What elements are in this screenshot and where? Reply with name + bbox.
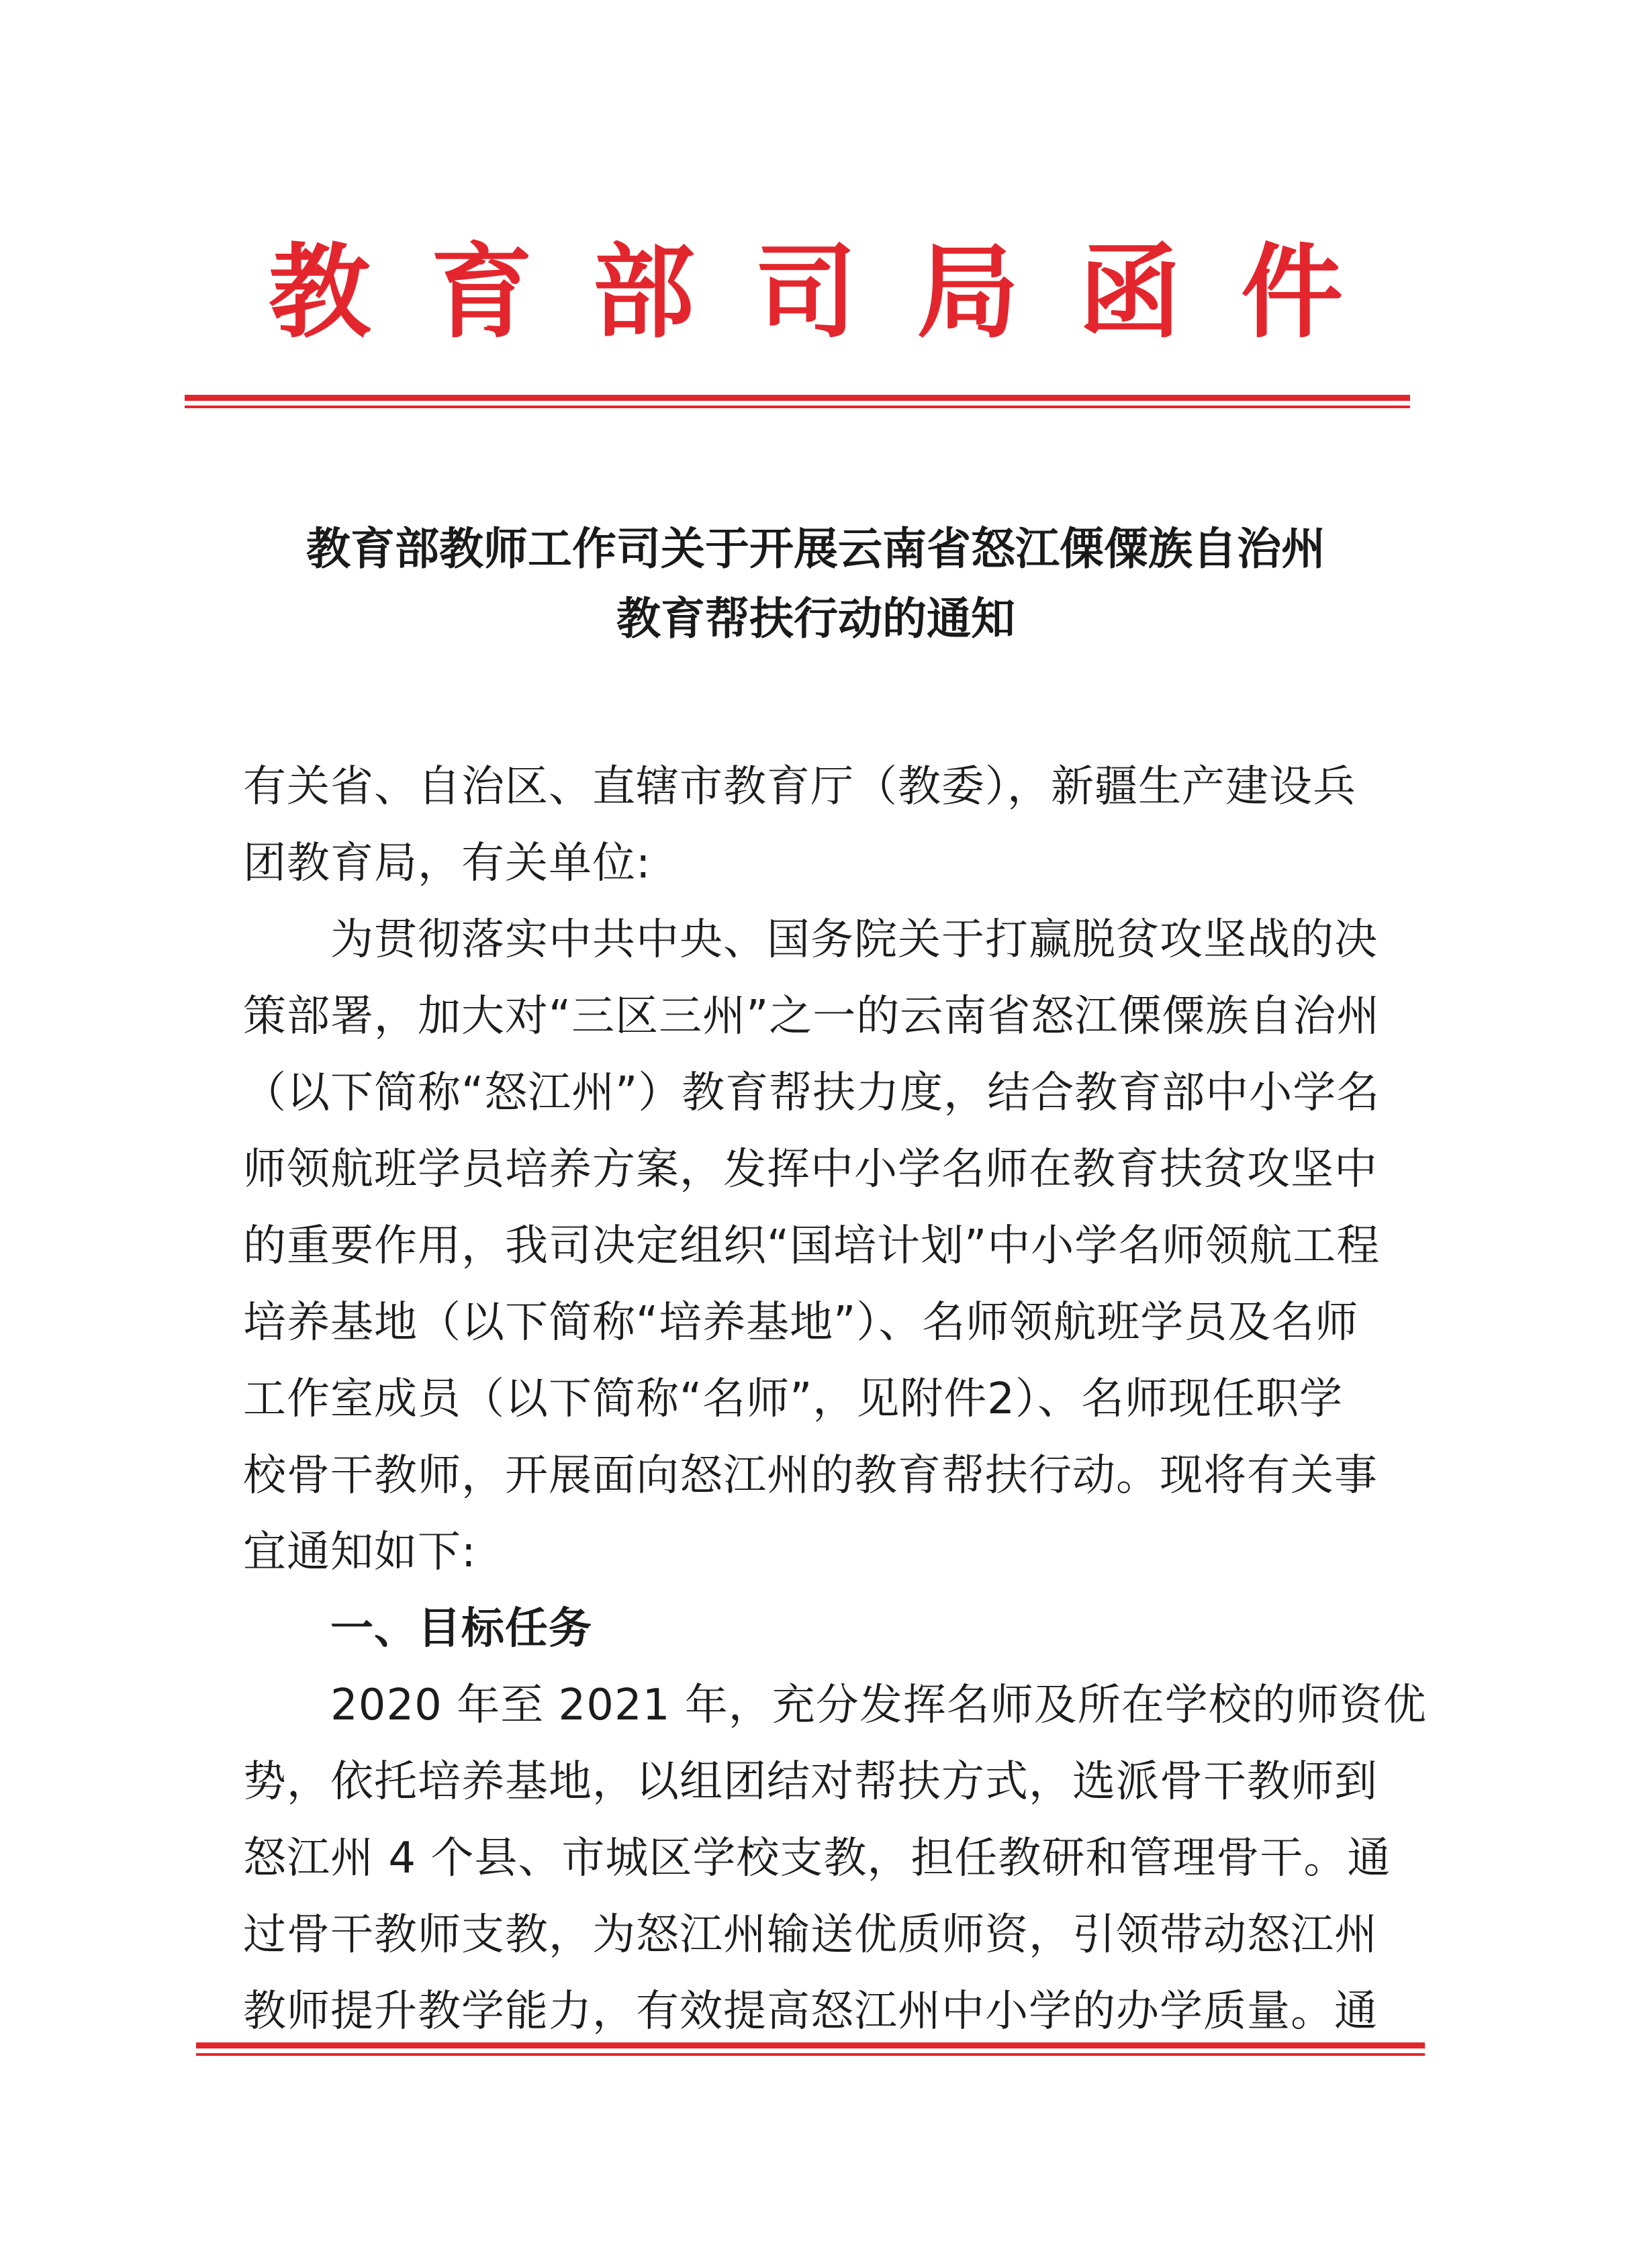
title-line-2: 教育帮扶行动的通知	[616, 592, 1015, 645]
letterhead-char: 教	[269, 232, 371, 352]
paragraph-line: 的重要作用，我司决定组织“国培计划”中小学名师领航工程	[243, 1221, 1381, 1271]
divider-thin-line	[185, 406, 1410, 408]
letterhead-divider	[185, 395, 1410, 408]
addressee-line: 有关省、自治区、直辖市教育厅（教委），新疆生产建设兵	[243, 762, 1356, 812]
title-line-1: 教育部教师工作司关于开展云南省怒江傈僳族自治州	[306, 522, 1325, 575]
letterhead-char: 函	[1078, 232, 1181, 352]
paragraph-line: 工作室成员（以下简称“名师”，见附件2）、名师现任职学	[243, 1374, 1344, 1424]
paragraph-line: 过骨干教师支教，为怒江州输送优质师资，引领带动怒江州	[243, 1910, 1378, 1960]
paragraph-line: 教师提升教学能力，有效提高怒江州中小学的办学质量。通	[243, 1987, 1378, 2036]
footer-divider	[196, 2042, 1425, 2056]
section-heading: 一、目标任务	[330, 1604, 592, 1654]
addressee-line: 团教育局，有关单位:	[243, 839, 651, 888]
paragraph-line: 怒江州 4 个县、市城区学校支教，担任教研和管理骨干。通	[243, 1834, 1391, 1883]
letterhead-char: 局	[917, 232, 1019, 352]
document-title	[222, 514, 1410, 653]
paragraph-line: 宜通知如下:	[243, 1527, 477, 1577]
paragraph-line: 策部署，加大对“三区三州”之一的云南省怒江傈僳族自治州	[243, 992, 1381, 1041]
divider-thin-line	[196, 2053, 1425, 2056]
paragraph-line: 2020 年至 2021 年，充分发挥名师及所在学校的师资优	[330, 1681, 1427, 1730]
paragraph-line: 培养基地（以下简称“培养基地”）、名师领航班学员及名师	[243, 1298, 1359, 1348]
letterhead-char: 件	[1240, 232, 1343, 352]
letterhead-char: 育	[430, 232, 533, 352]
paragraph-line: 为贯彻落实中共中央、国务院关于打赢脱贫攻坚战的决	[330, 915, 1378, 965]
letterhead	[269, 232, 1343, 352]
divider-thick-line	[196, 2042, 1425, 2048]
letterhead-char: 司	[754, 232, 857, 352]
paragraph-line: 势，依托培养基地，以组团结对帮扶方式，选派骨干教师到	[243, 1757, 1378, 1807]
document-body	[243, 749, 1427, 2050]
paragraph-line: （以下简称“怒江州”）教育帮扶力度，结合教育部中小学名	[243, 1068, 1381, 1118]
divider-thick-line	[185, 395, 1410, 401]
paragraph-line: 校骨干教师，开展面向怒江州的教育帮扶行动。现将有关事	[243, 1451, 1378, 1501]
paragraph-line: 师领航班学员培养方案，发挥中小学名师在教育扶贫攻坚中	[243, 1145, 1378, 1194]
letterhead-char: 部	[592, 232, 695, 352]
